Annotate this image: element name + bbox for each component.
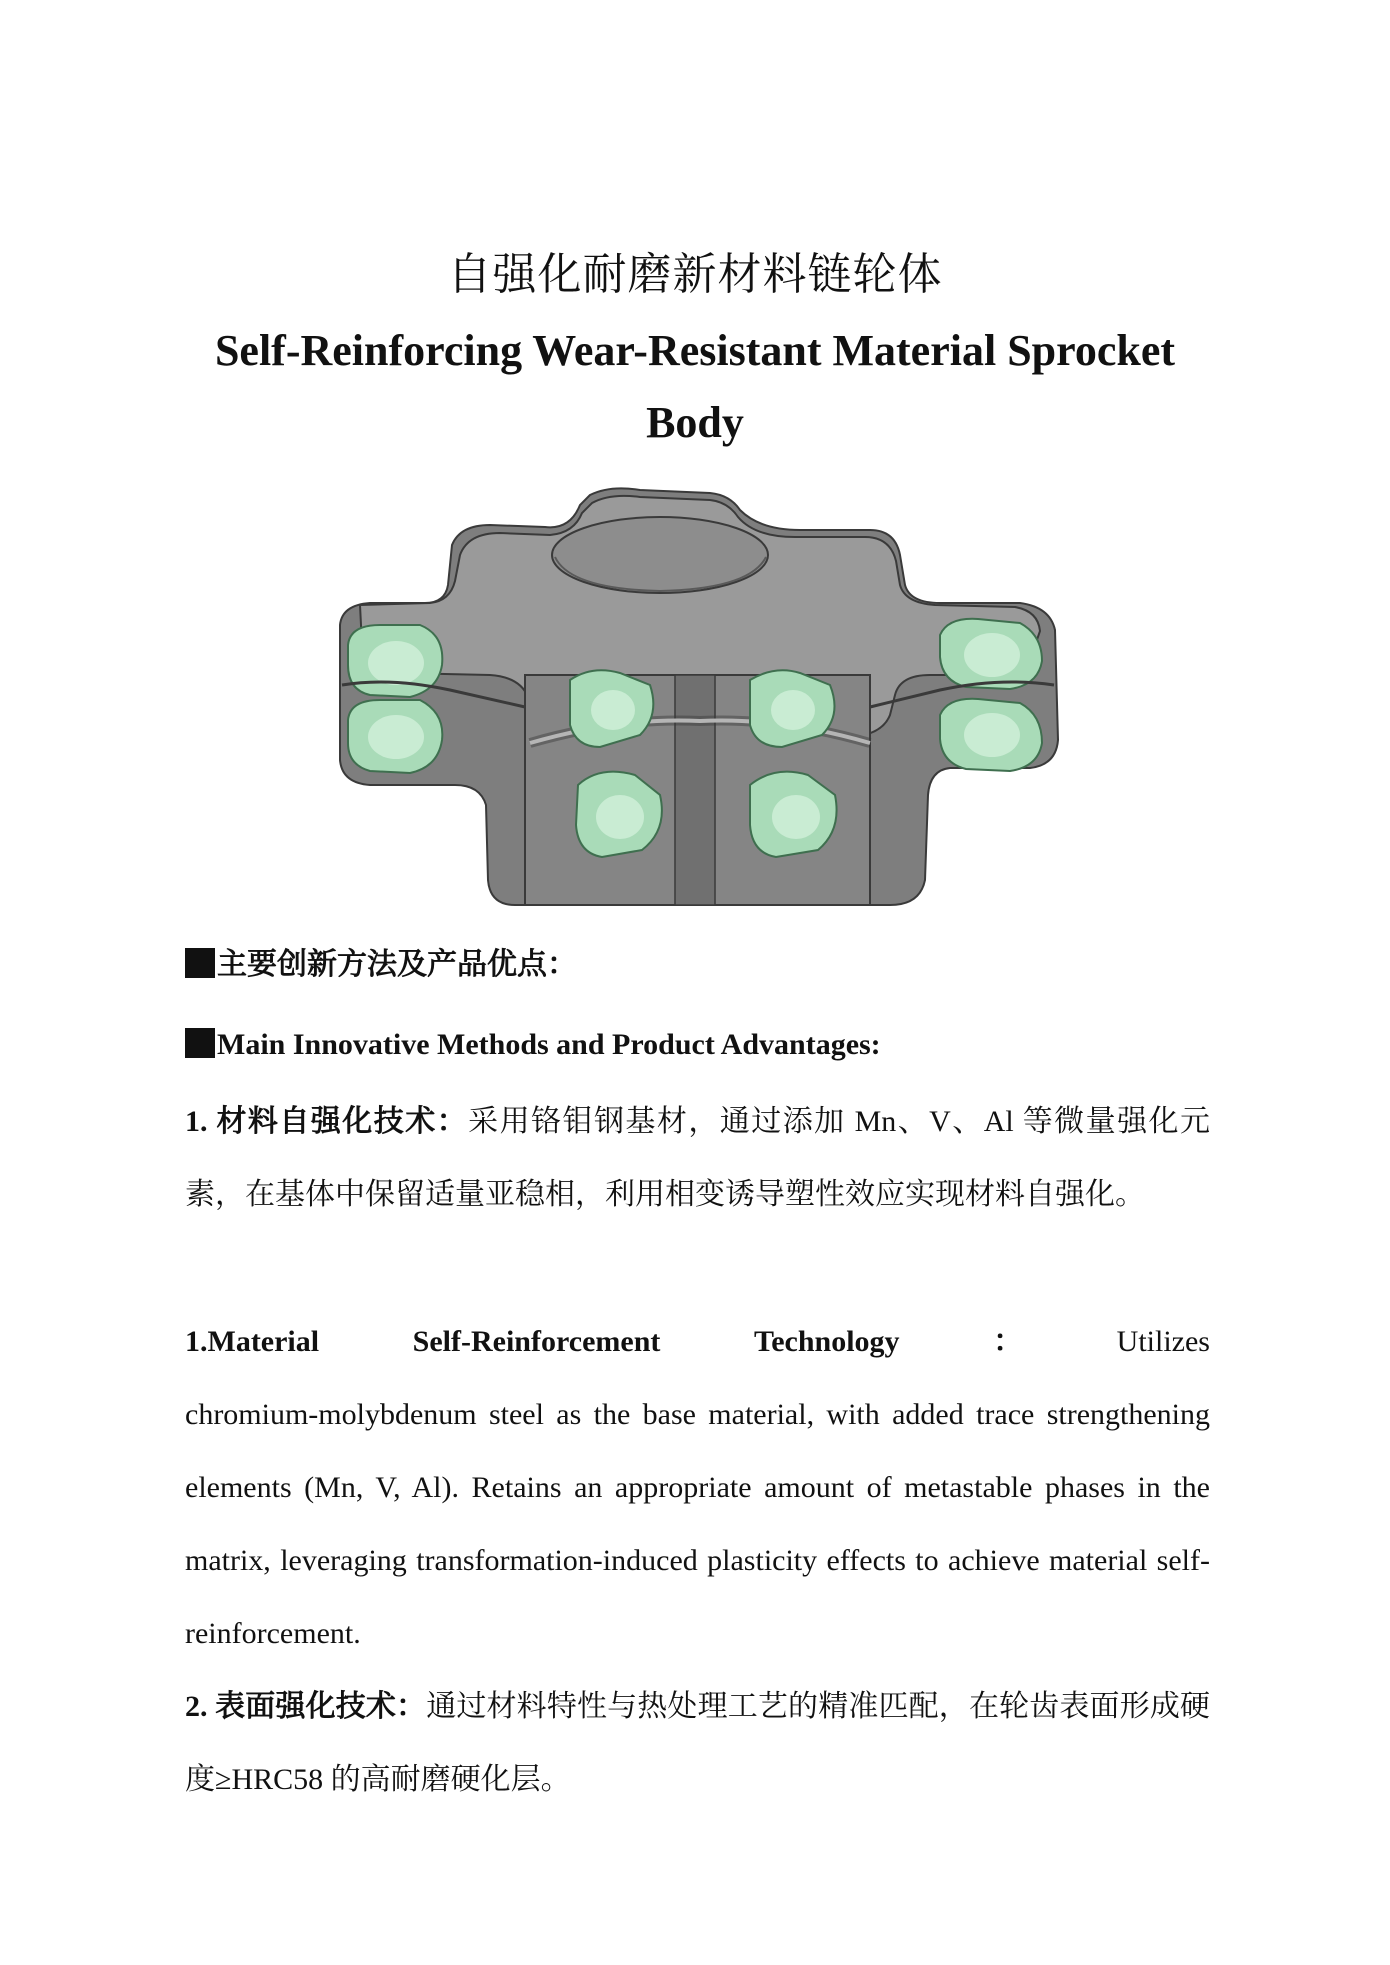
- item-1-chinese-text: 采用铬钼钢基材，通过添加 Mn、V、Al 等微量强化元素，在基体中保留适量亚稳相，利用相变诱导塑性效应实现材料自强化。: [185, 1105, 1210, 1211]
- item-1-chinese-label: 1. 材料自强化技术：: [185, 1105, 469, 1138]
- heading-english-text: Main Innovative Methods and Product Advantages:: [217, 1028, 881, 1061]
- title-chinese: 自强化耐磨新材料链轮体: [447, 250, 943, 299]
- item-1-english-first-word: Utilizes: [1116, 1325, 1210, 1358]
- item-1-english-label-word-1: 1.Material: [185, 1325, 320, 1358]
- item-1-english-label-word-2: Self-Reinforcement: [412, 1325, 661, 1358]
- item-1-english-label-colon: ：: [993, 1325, 1024, 1358]
- item-2-chinese-text: 通过材料特性与热处理工艺的精准匹配，在轮齿表面形成硬度≥HRC58 的高耐磨硬化层。: [185, 1690, 1211, 1796]
- item-1-english-text: chromium-molybdenum steel as the base material, with added trace strengthening elements (Mn, V, Al). Retains an appropriate amount of metastable phases in the matrix, leveraging transformation-induced plasticity effects to achieve material self-reinforcement.: [185, 1398, 1210, 1650]
- heading-chinese: [185, 945, 577, 985]
- sprocket-image: [330, 485, 1065, 920]
- item-1-english-label-word-3: Technology: [753, 1325, 900, 1358]
- heading-english: [185, 1025, 881, 1065]
- item-1-english: [185, 1305, 1210, 1670]
- item-1-english-first-line: [185, 1305, 1210, 1378]
- square-bullet-icon: [185, 948, 215, 978]
- item-1-chinese: [185, 1085, 1210, 1231]
- sprocket-icon: [340, 488, 1058, 905]
- item-2-chinese-label: 2. 表面强化技术：: [185, 1690, 427, 1723]
- heading-chinese-text: 主要创新方法及产品优点：: [217, 948, 577, 981]
- square-bullet-icon: [185, 1028, 215, 1058]
- item-2-chinese: [185, 1670, 1210, 1816]
- title-english: Self-Reinforcing Wear-Resistant Material Sprocket Body: [214, 326, 1176, 447]
